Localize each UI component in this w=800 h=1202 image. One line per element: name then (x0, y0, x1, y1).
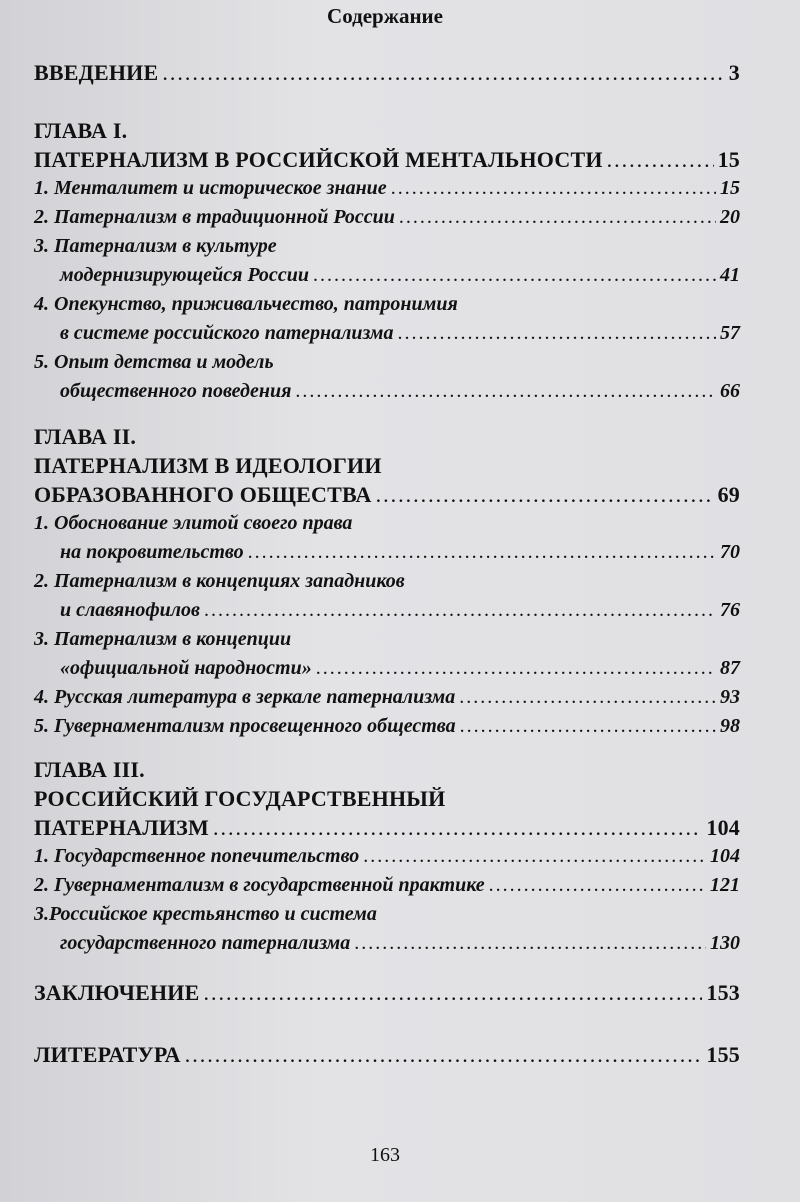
section-title: 4. Русская литература в зеркале патернализма (34, 686, 456, 708)
section-title-cont: общественного поведения (60, 380, 292, 402)
toc-page-number: 70 (720, 541, 740, 563)
toc-page-number: 121 (710, 874, 740, 896)
section-title: 1. Государственное попечительство (34, 845, 360, 867)
toc-section-line1 (34, 509, 740, 538)
chapter-number-text: ГЛАВА I. (34, 118, 128, 143)
leader-dots (607, 145, 714, 174)
toc-section-line2 (34, 929, 740, 958)
leader-dots (162, 58, 724, 87)
section-title-cont: государственного патернализма (60, 932, 351, 954)
leader-dots (204, 596, 716, 625)
section-title-cont: на покровительство (60, 541, 244, 563)
toc-page-number: 15 (720, 177, 740, 199)
section-title: 2. Патернализм в концепциях западников (34, 570, 405, 592)
toc-entry-intro (34, 58, 740, 87)
leader-dots (313, 261, 716, 290)
toc-section-line1 (34, 232, 740, 261)
chapter-title-line (34, 813, 740, 842)
leader-dots (398, 319, 717, 348)
toc-intro (34, 58, 740, 87)
leader-dots (185, 1040, 703, 1069)
chapter-title-line (34, 480, 740, 509)
toc-section-line2 (34, 261, 740, 290)
chapter-number-text: ГЛАВА III. (34, 757, 145, 782)
toc-section-line2 (34, 377, 740, 406)
toc-page-number: 15 (717, 147, 740, 172)
toc-page-number: 76 (720, 599, 740, 621)
chapter-number (34, 755, 740, 784)
section-title: 5. Опыт детства и модель (34, 351, 274, 373)
toc-page-number: 153 (706, 980, 740, 1005)
chapter-number (34, 116, 740, 145)
chapter-number (34, 422, 740, 451)
leader-dots (391, 174, 716, 203)
section-title: 4. Опекунство, приживальчество, патронимия (34, 293, 458, 315)
toc-section-line1 (34, 625, 740, 654)
section-title: 3. Патернализм в культуре (34, 235, 277, 257)
section-title: 1. Обоснование элитой своего права (34, 512, 353, 534)
leader-dots (363, 842, 706, 871)
toc-page-number: 130 (710, 932, 740, 954)
toc-section-line2 (34, 596, 740, 625)
toc-chapter-1 (34, 116, 740, 406)
toc-section (34, 203, 740, 232)
toc-page-number: 155 (706, 1042, 740, 1067)
toc-conclusion (34, 978, 740, 1007)
section-title-cont: «официальной народности» (60, 657, 312, 679)
toc-section-line2 (34, 319, 740, 348)
chapter-title-text: ПАТЕРНАЛИЗМ В РОССИЙСКОЙ МЕНТАЛЬНОСТИ (34, 147, 603, 172)
toc-entry-label: ЗАКЛЮЧЕНИЕ (34, 980, 200, 1005)
leader-dots (295, 377, 716, 406)
leader-dots (354, 929, 706, 958)
chapter-number-text: ГЛАВА II. (34, 424, 137, 449)
toc-page-number: 93 (720, 686, 740, 708)
toc-page-number: 87 (720, 657, 740, 679)
chapter-title-line (34, 451, 740, 480)
toc-chapter-2 (34, 422, 740, 741)
chapter-title-text: ОБРАЗОВАННОГО ОБЩЕСТВА (34, 482, 372, 507)
section-title: 5. Гувернаментализм просвещенного общества (34, 715, 456, 737)
toc-entry-literature (34, 1040, 740, 1069)
leader-dots (460, 712, 716, 741)
section-title-cont: в системе российского патернализма (60, 322, 394, 344)
toc-section-line2 (34, 538, 740, 567)
toc-section-line1 (34, 900, 740, 929)
chapter-title-line (34, 145, 740, 174)
section-title: 2. Патернализм в традиционной России (34, 206, 395, 228)
toc-entry-label: ЛИТЕРАТУРА (34, 1042, 181, 1067)
toc-page-number: 104 (710, 845, 740, 867)
leader-dots (204, 978, 703, 1007)
toc-page-number: 66 (720, 380, 740, 402)
toc-page-number: 98 (720, 715, 740, 737)
page-number: 163 (370, 1144, 400, 1166)
toc-literature (34, 1040, 740, 1069)
toc-page-number: 20 (720, 206, 740, 228)
chapter-title-text: ПАТЕРНАЛИЗМ В ИДЕОЛОГИИ (34, 453, 382, 478)
toc-chapter-3 (34, 755, 740, 958)
toc-page-number: 3 (728, 60, 740, 85)
leader-dots (376, 480, 714, 509)
leader-dots (213, 813, 702, 842)
leader-dots (316, 654, 716, 683)
toc-page-number: 57 (720, 322, 740, 344)
toc-section-line1 (34, 348, 740, 377)
toc-section (34, 712, 740, 741)
toc-page-number: 104 (706, 815, 740, 840)
section-title: 1. Менталитет и историческое знание (34, 177, 387, 199)
leader-dots (399, 203, 716, 232)
toc-page-number: 69 (717, 482, 740, 507)
toc-section-line1 (34, 567, 740, 596)
toc-entry-conclusion (34, 978, 740, 1007)
toc-section-line2 (34, 654, 740, 683)
toc-section (34, 842, 740, 871)
section-title: 3. Патернализм в концепции (34, 628, 292, 650)
toc-section (34, 683, 740, 712)
leader-dots (489, 871, 706, 900)
toc-section (34, 174, 740, 203)
toc-section-line1 (34, 290, 740, 319)
section-title: 2. Гувернаментализм в государственной практике (34, 874, 485, 896)
toc-page-number: 41 (720, 264, 740, 286)
chapter-title-line (34, 784, 740, 813)
section-title: 3.Российское крестьянство и система (34, 903, 377, 925)
leader-dots (459, 683, 716, 712)
section-title-cont: и славянофилов (60, 599, 200, 621)
section-title-cont: модернизирующейся России (60, 264, 309, 286)
leader-dots (248, 538, 716, 567)
chapter-title-text: ПАТЕРНАЛИЗМ (34, 815, 209, 840)
page-title: Содержание (327, 4, 443, 28)
toc-section (34, 871, 740, 900)
toc-entry-label: ВВЕДЕНИЕ (34, 60, 159, 85)
chapter-title-text: РОССИЙСКИЙ ГОСУДАРСТВЕННЫЙ (34, 786, 446, 811)
